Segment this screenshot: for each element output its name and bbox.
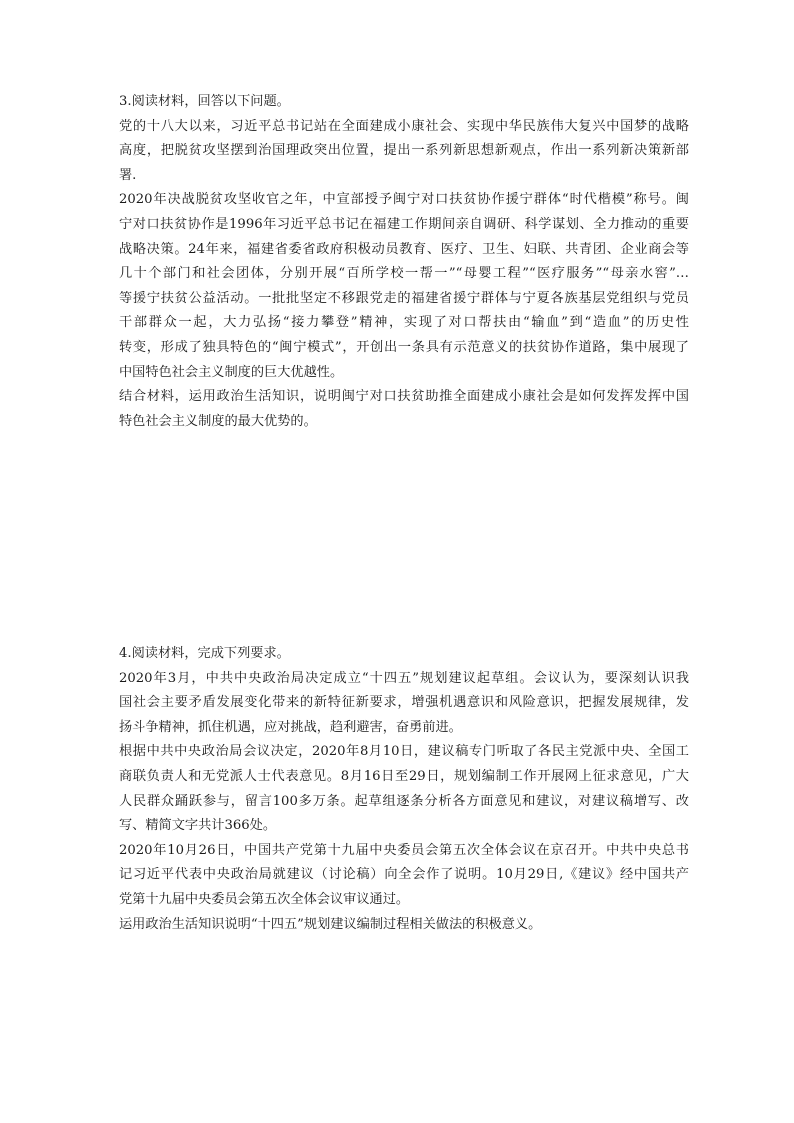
question-3-paragraph-2 (119, 188, 689, 385)
text-line: 宁对口扶贫协作是1996年习近平总书记在福建工作期间亲自调研、科学谋划、全力推动的重要 (119, 216, 689, 232)
question-3-heading: 3.阅读材料，回答以下问题。 (119, 94, 290, 109)
question-4-paragraph-3 (119, 839, 689, 913)
question-3-prompt (119, 385, 689, 434)
text-line: 2020年10月26日，中国共产党第十九届中央委员会第五次全体会议在京召开。中共中央总书 (119, 842, 689, 858)
text-line: 2020年决战脱贫攻坚收官之年，中宣部授予闽宁对口扶贫协作援宁群体“时代楷模”称号。闽 (119, 192, 689, 208)
text-line: 中国特色社会主义制度的巨大优越性。 (119, 364, 344, 380)
text-line: 特色社会主义制度的最大优势的。 (119, 413, 317, 429)
text-line: 结合材料，运用政治生活知识，说明闽宁对口扶贫助推全面建成小康社会是如何发挥发挥中国 (119, 389, 689, 405)
text-line: 党的十八大以来，习近平总书记站在全面建成小康社会、实现中华民族伟大复兴中国梦的战略 (119, 118, 689, 134)
text-line: 运用政治生活知识说明“十四五”规划建议编制过程相关做法的积极意义。 (119, 916, 542, 932)
text-line: 战略决策。24年来，福建省委省政府积极动员教育、医疗、卫生、妇联、共青团、企业商会等 (119, 241, 689, 257)
text-line: 高度，把脱贫攻坚摆到治国理政突出位置，提出一系列新思想新观点，作出一系列新决策新部 (119, 143, 689, 159)
question-4-paragraph-2 (119, 740, 689, 838)
question-3 (119, 90, 689, 434)
text-line: 国社会主要矛盾发展变化带来的新特征新要求，增强机遇意识和风险意识，把握发展规律，发 (119, 695, 689, 711)
text-line: 转变，形成了独具特色的“闽宁模式”，开创出一条具有示范意义的扶贫协作道路，集中展现了 (119, 339, 689, 355)
question-4-paragraph-1 (119, 667, 689, 741)
text-line: 商联负责人和无党派人士代表意见。8月16日至29日，规划编制工作开展网上征求意见，广大 (119, 768, 689, 784)
question-4-prompt (119, 913, 689, 938)
text-line: 记习近平代表中央政治局就建议（讨论稿）向全会作了说明。10月29日,《建议》经中国共产 (119, 867, 689, 883)
text-line: 等援宁扶贫公益活动。一批批坚定不移跟党走的福建省援宁群体与宁夏各族基层党组织与党员 (119, 290, 689, 306)
text-line: 2020年3月，中共中央政治局决定成立“十四五”规划建议起草组。会议认为，要深刻认识我 (119, 670, 689, 686)
question-4-heading: 4.阅读材料，完成下列要求。 (119, 646, 290, 661)
text-line: 几十个部门和社会团体，分别开展“百所学校一帮一”“母婴工程”“医疗服务”“母亲水窖”… (119, 266, 689, 282)
text-line: 人民群众踊跃参与，留言100多万条。起草组逐条分析各方面意见和建议，对建议稿增写、改 (119, 793, 689, 809)
text-line: 根据中共中央政治局会议决定，2020年8月10日，建议稿专门听取了各民主党派中央、全国工 (119, 744, 689, 760)
question-4 (119, 642, 689, 937)
text-line: 署. (119, 167, 137, 183)
text-line: 党第十九届中央委员会第五次全体会议审议通过。 (119, 891, 410, 907)
text-line: 写、精简文字共计366处。 (119, 818, 277, 834)
question-3-paragraph-1 (119, 115, 689, 189)
text-line: 扬斗争精神，抓住机遇，应对挑战，趋利避害，奋勇前进。 (119, 719, 462, 735)
text-line: 干部群众一起，大力弘扬“接力攀登”精神，实现了对口帮扶由“输血”到“造血”的历史性 (119, 315, 689, 331)
